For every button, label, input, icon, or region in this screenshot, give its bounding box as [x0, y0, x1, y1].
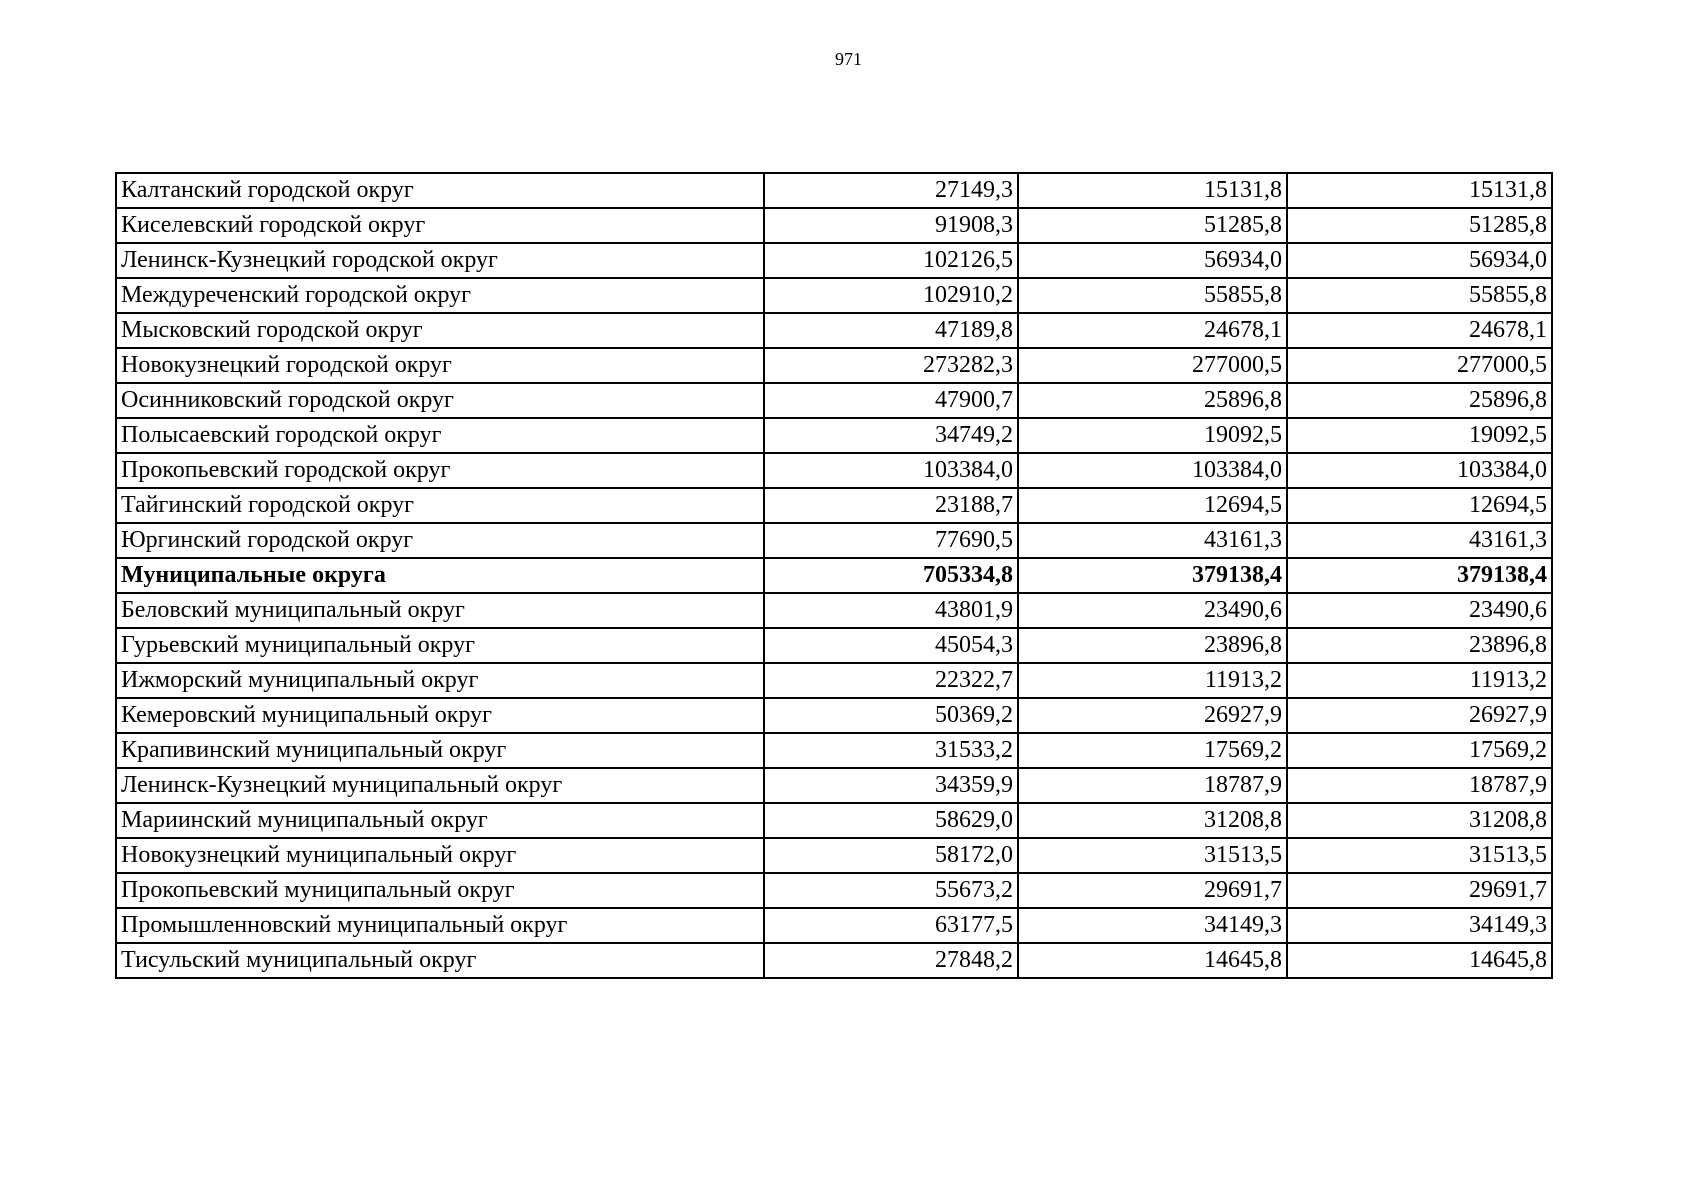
table-row-subtotal [116, 558, 1552, 593]
value-2-cell: 26927,9 [1018, 698, 1287, 733]
municipality-name-cell: Прокопьевский городской округ [116, 453, 764, 488]
municipality-name-cell: Киселевский городской округ [116, 208, 764, 243]
municipality-name-cell: Новокузнецкий городской округ [116, 348, 764, 383]
value-2-cell: 19092,5 [1018, 418, 1287, 453]
municipality-name-cell: Калтанский городской округ [116, 173, 764, 208]
municipality-name-cell: Ленинск-Кузнецкий городской округ [116, 243, 764, 278]
value-2-cell: 23490,6 [1018, 593, 1287, 628]
table-body [116, 173, 1552, 978]
municipality-name-cell: Беловский муниципальный округ [116, 593, 764, 628]
municipality-name-cell: Юргинский городской округ [116, 523, 764, 558]
value-2-cell: 103384,0 [1018, 453, 1287, 488]
value-1-cell: 31533,2 [764, 733, 1018, 768]
value-1-cell: 45054,3 [764, 628, 1018, 663]
value-3-cell: 55855,8 [1287, 278, 1552, 313]
value-1-cell: 47900,7 [764, 383, 1018, 418]
data-table [115, 172, 1553, 979]
value-1-cell: 34749,2 [764, 418, 1018, 453]
value-1-cell: 55673,2 [764, 873, 1018, 908]
value-2-cell: 55855,8 [1018, 278, 1287, 313]
value-2-cell: 14645,8 [1018, 943, 1287, 978]
value-2-cell: 18787,9 [1018, 768, 1287, 803]
municipality-name-cell: Осинниковский городской округ [116, 383, 764, 418]
value-2-cell: 29691,7 [1018, 873, 1287, 908]
value-3-cell: 34149,3 [1287, 908, 1552, 943]
value-3-cell: 51285,8 [1287, 208, 1552, 243]
municipality-name-cell: Муниципальные округа [116, 558, 764, 593]
table-row [116, 733, 1552, 768]
table-row [116, 243, 1552, 278]
table-row [116, 663, 1552, 698]
value-3-cell: 11913,2 [1287, 663, 1552, 698]
value-2-cell: 11913,2 [1018, 663, 1287, 698]
municipality-name-cell: Мариинский муниципальный округ [116, 803, 764, 838]
value-1-cell: 47189,8 [764, 313, 1018, 348]
value-2-cell: 23896,8 [1018, 628, 1287, 663]
value-3-cell: 14645,8 [1287, 943, 1552, 978]
value-3-cell: 31513,5 [1287, 838, 1552, 873]
municipality-name-cell: Мысковский городской округ [116, 313, 764, 348]
value-2-cell: 31208,8 [1018, 803, 1287, 838]
value-1-cell: 63177,5 [764, 908, 1018, 943]
value-2-cell: 17569,2 [1018, 733, 1287, 768]
municipality-name-cell: Крапивинский муниципальный округ [116, 733, 764, 768]
value-3-cell: 23896,8 [1287, 628, 1552, 663]
value-2-cell: 15131,8 [1018, 173, 1287, 208]
page-number: 971 [835, 49, 862, 69]
table-row [116, 943, 1552, 978]
table-row [116, 628, 1552, 663]
value-2-cell: 379138,4 [1018, 558, 1287, 593]
value-3-cell: 277000,5 [1287, 348, 1552, 383]
value-1-cell: 273282,3 [764, 348, 1018, 383]
value-1-cell: 27848,2 [764, 943, 1018, 978]
value-1-cell: 34359,9 [764, 768, 1018, 803]
value-2-cell: 31513,5 [1018, 838, 1287, 873]
municipality-name-cell: Гурьевский муниципальный округ [116, 628, 764, 663]
municipality-name-cell: Ленинск-Кузнецкий муниципальный округ [116, 768, 764, 803]
value-2-cell: 51285,8 [1018, 208, 1287, 243]
table-row [116, 453, 1552, 488]
value-3-cell: 25896,8 [1287, 383, 1552, 418]
municipality-name-cell: Новокузнецкий муниципальный округ [116, 838, 764, 873]
value-1-cell: 103384,0 [764, 453, 1018, 488]
municipality-name-cell: Ижморский муниципальный округ [116, 663, 764, 698]
value-3-cell: 12694,5 [1287, 488, 1552, 523]
table-row [116, 418, 1552, 453]
municipality-name-cell: Полысаевский городской округ [116, 418, 764, 453]
value-3-cell: 23490,6 [1287, 593, 1552, 628]
municipality-name-cell: Прокопьевский муниципальный округ [116, 873, 764, 908]
value-3-cell: 15131,8 [1287, 173, 1552, 208]
value-1-cell: 27149,3 [764, 173, 1018, 208]
value-3-cell: 31208,8 [1287, 803, 1552, 838]
table-row [116, 173, 1552, 208]
table-row [116, 698, 1552, 733]
value-1-cell: 77690,5 [764, 523, 1018, 558]
table-row [116, 873, 1552, 908]
table-row [116, 348, 1552, 383]
value-1-cell: 705334,8 [764, 558, 1018, 593]
value-1-cell: 22322,7 [764, 663, 1018, 698]
value-3-cell: 56934,0 [1287, 243, 1552, 278]
table-row [116, 278, 1552, 313]
table-row [116, 593, 1552, 628]
value-2-cell: 34149,3 [1018, 908, 1287, 943]
value-1-cell: 91908,3 [764, 208, 1018, 243]
table-row [116, 768, 1552, 803]
value-1-cell: 50369,2 [764, 698, 1018, 733]
municipality-name-cell: Промышленновский муниципальный округ [116, 908, 764, 943]
municipality-name-cell: Междуреченский городской округ [116, 278, 764, 313]
value-3-cell: 19092,5 [1287, 418, 1552, 453]
value-2-cell: 12694,5 [1018, 488, 1287, 523]
table-row [116, 488, 1552, 523]
value-2-cell: 277000,5 [1018, 348, 1287, 383]
value-1-cell: 102910,2 [764, 278, 1018, 313]
value-2-cell: 43161,3 [1018, 523, 1287, 558]
municipality-name-cell: Кемеровский муниципальный округ [116, 698, 764, 733]
value-2-cell: 25896,8 [1018, 383, 1287, 418]
value-1-cell: 58172,0 [764, 838, 1018, 873]
table-row [116, 383, 1552, 418]
value-3-cell: 43161,3 [1287, 523, 1552, 558]
value-1-cell: 23188,7 [764, 488, 1018, 523]
value-3-cell: 17569,2 [1287, 733, 1552, 768]
table-row [116, 908, 1552, 943]
table-row [116, 208, 1552, 243]
table-row [116, 313, 1552, 348]
table-row [116, 803, 1552, 838]
table-row [116, 523, 1552, 558]
value-3-cell: 379138,4 [1287, 558, 1552, 593]
value-2-cell: 24678,1 [1018, 313, 1287, 348]
value-1-cell: 43801,9 [764, 593, 1018, 628]
municipality-name-cell: Тисульский муниципальный округ [116, 943, 764, 978]
value-2-cell: 56934,0 [1018, 243, 1287, 278]
value-1-cell: 102126,5 [764, 243, 1018, 278]
table-row [116, 838, 1552, 873]
value-3-cell: 29691,7 [1287, 873, 1552, 908]
value-3-cell: 26927,9 [1287, 698, 1552, 733]
value-3-cell: 24678,1 [1287, 313, 1552, 348]
value-1-cell: 58629,0 [764, 803, 1018, 838]
value-3-cell: 103384,0 [1287, 453, 1552, 488]
value-3-cell: 18787,9 [1287, 768, 1552, 803]
municipality-name-cell: Тайгинский городской округ [116, 488, 764, 523]
